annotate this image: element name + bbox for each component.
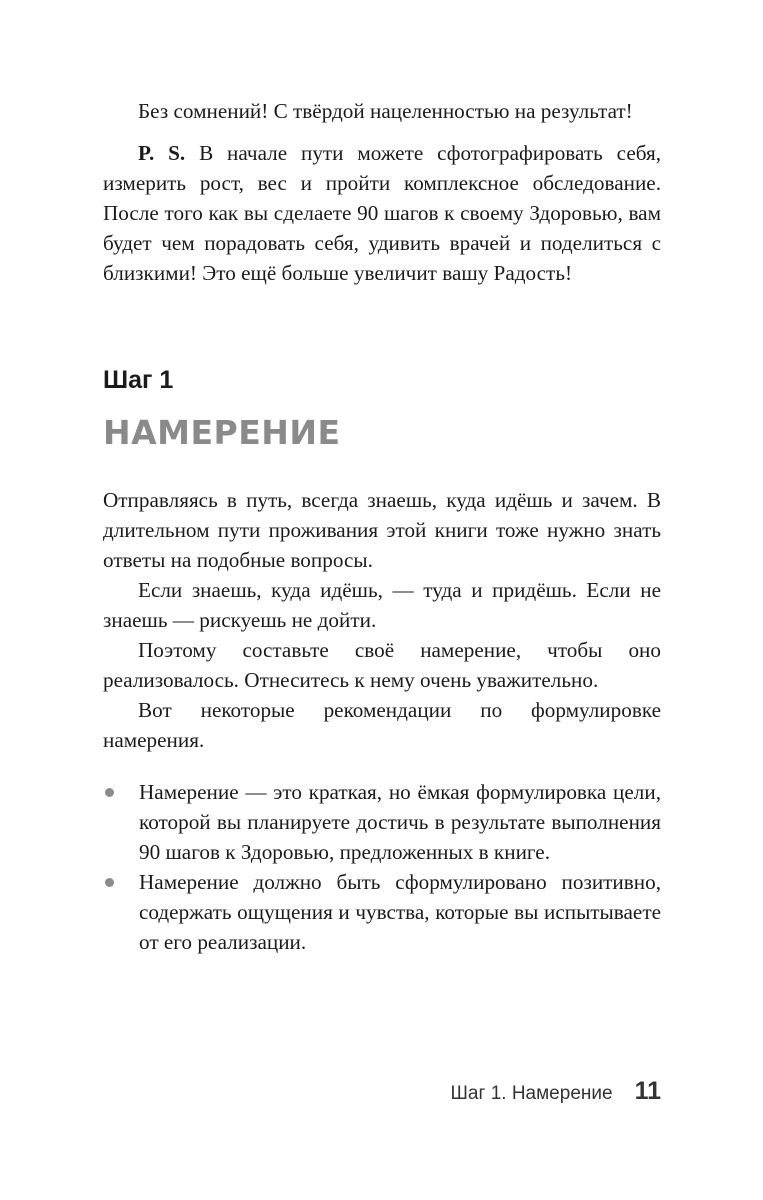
page-footer: [451, 1077, 661, 1106]
paragraph-top: Без сомнений! С твёрдой нацеленностью на результат!: [138, 99, 633, 123]
list-item-text: Намерение — это краткая, но ёмкая формулировка цели, которой вы планируете достичь в результате выполнения 90 шагов к Здоровью, предложенных в книге.: [139, 780, 661, 864]
body-paragraph: Вот некоторые рекомендации по формулировке намерения.: [103, 698, 661, 752]
list-item-text: Намерение должно быть сформулировано позитивно, содержать ощущения и чувства, которые вы испытываете от его реализации.: [139, 870, 661, 954]
chapter-title: НАМЕРЕНИЕ: [103, 413, 341, 452]
body-paragraph: Поэтому составьте своё намерение, чтобы оно реализовалось. Отнеситесь к нему очень уважительно.: [103, 638, 661, 692]
ps-label: P. S.: [138, 141, 186, 165]
recommendation-list: [103, 777, 661, 957]
page-number: 11: [634, 1077, 661, 1105]
bullet-icon: [105, 788, 114, 797]
ps-paragraph: [103, 138, 661, 288]
list-item: [103, 867, 661, 957]
page-content: [103, 96, 661, 957]
list-item: [103, 777, 661, 867]
body-paragraph: Отправляясь в путь, всегда знаешь, куда идёшь и зачем. В длительном пути проживания этой книги тоже нужно знать ответы на подобные вопросы.: [103, 488, 661, 572]
ps-text: В начале пути можете сфотографировать себя, измерить рост, вес и пройти комплексное обследование. После того как вы сделаете 90 шагов к своему Здоровью, вам будет чем порадовать себя, удивить врачей и поделиться с близкими! Это ещё больше увеличит вашу Радость!: [103, 141, 662, 285]
body-paragraph: Если знаешь, куда идёшь, — туда и придёшь. Если не знаешь — рискуешь не дойти.: [103, 578, 661, 632]
bullet-icon: [105, 878, 114, 887]
step-label: Шаг 1: [103, 366, 174, 394]
running-title: Шаг 1. Намерение: [450, 1083, 613, 1104]
